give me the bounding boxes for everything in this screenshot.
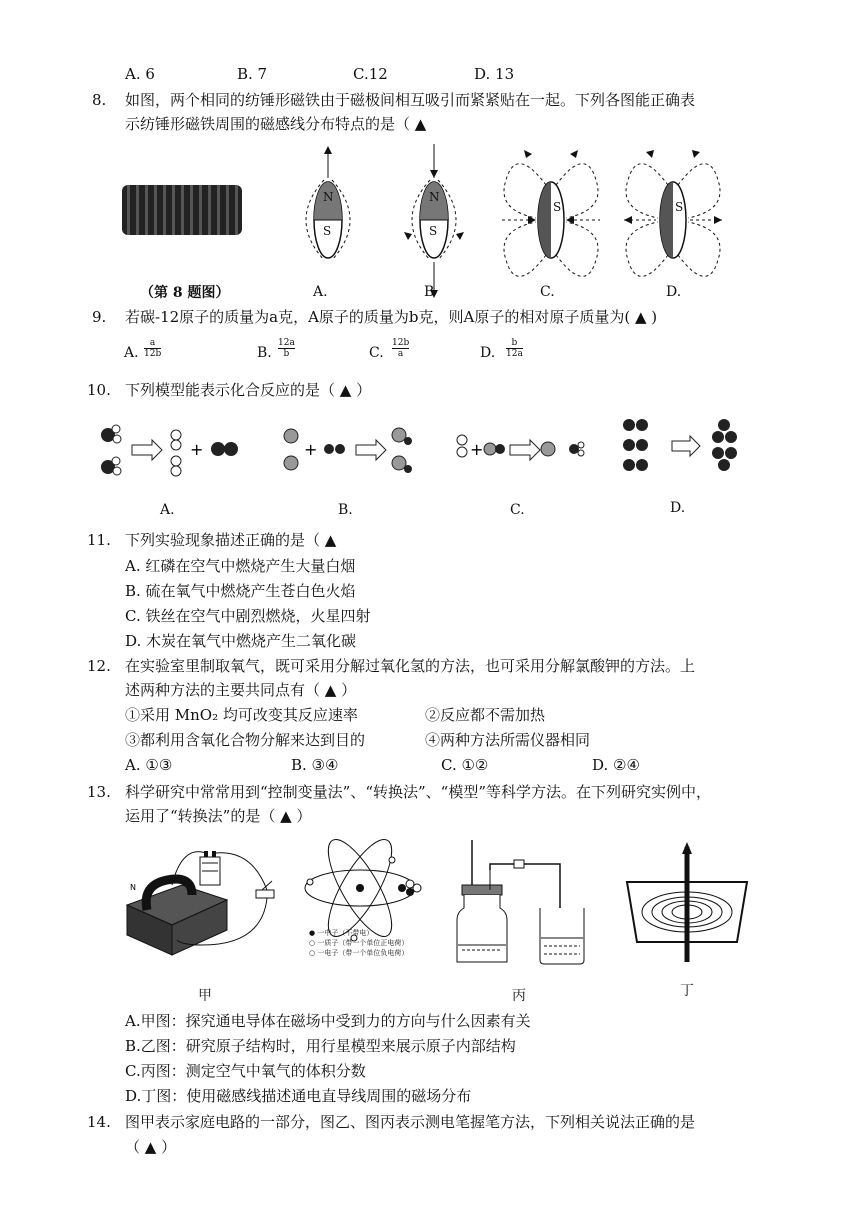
q10-model-a (101, 425, 238, 476)
q8-diagram-b (394, 140, 474, 300)
q12-option-c: C. ①② (441, 756, 489, 774)
q12-statement-4: ④两种方法所需仪器相同 (425, 731, 591, 749)
q12-statement-1: ①采用 MnO₂ 均可改变其反应速率 (125, 706, 358, 724)
q12-number: 12. (87, 657, 111, 675)
q9-option-a-letter: A. (124, 345, 139, 361)
q9-option-c-letter: C. (369, 345, 384, 361)
q12-option-d: D. ②④ (592, 756, 640, 774)
q9-d-numerator: b (511, 338, 518, 348)
q9-option-b-fraction (278, 338, 295, 359)
q13-figure-bing (452, 840, 602, 970)
q8-number: 8. (92, 91, 107, 109)
q13-label-bing: 丙 (512, 988, 526, 1004)
q7-option-a: A. 6 (125, 65, 155, 83)
q8-figure-caption: （第 8 题图） (140, 285, 230, 301)
q9-option-a-fraction (144, 338, 161, 359)
svg-text:+: + (304, 440, 318, 459)
q9-d-denominator: 12a (506, 349, 523, 359)
q9-b-numerator: 12a (278, 338, 295, 348)
q13-stem-line2: 运用了“转换法”的是（ ▲ ） (125, 807, 312, 825)
q14-stem-line1: 图甲表示家庭电路的一部分，图乙、图丙表示测电笔握笔方法，下列相关说法正确的是 (125, 1113, 696, 1131)
q10-label-b: B. (338, 502, 353, 518)
q11-option-a: A. 红磷在空气中燃烧产生大量白烟 (125, 557, 356, 575)
q14-number: 14. (87, 1113, 111, 1131)
q9-option-d-letter: D. (480, 345, 496, 361)
q10-label-d: D. (670, 500, 686, 516)
q13-option-a: A.甲图：探究通电导体在磁场中受到力的方向与什么因素有关 (125, 1012, 531, 1030)
q13-number: 13. (87, 783, 111, 801)
q8-label-d: D. (666, 284, 682, 300)
q11-stem: 下列实验现象描述正确的是（ ▲ (125, 531, 337, 549)
q9-a-denominator: 12b (144, 349, 162, 359)
q8-label-c: C. (540, 284, 555, 300)
q13-option-d: D.丁图：使用磁感线描述通电直导线周围的磁场分布 (125, 1087, 472, 1105)
q9-stem: 若碳-12原子的质量为a克，A原子的质量为b克，则A原子的相对原子质量为( ▲ ) (125, 308, 658, 326)
q8-a-pole-s: S (323, 224, 332, 238)
svg-text:+: + (190, 440, 204, 459)
q12-stem-line1: 在实验室里制取氧气，既可采用分解过氧化氢的方法，也可采用分解氯酸钾的方法。上 (125, 657, 696, 675)
q12-option-a: A. ①③ (125, 756, 173, 774)
q7-option-c: C.12 (353, 65, 388, 83)
q9-c-denominator: a (392, 348, 409, 359)
svg-text:+: + (470, 440, 484, 459)
q12-option-b: B. ③④ (291, 756, 339, 774)
q13-option-c: C.丙图：测定空气中氧气的体积分数 (125, 1062, 366, 1080)
q10-number: 10. (87, 381, 111, 399)
q14-stem-line2: （ ▲ ） (125, 1138, 177, 1156)
q9-b-denominator: b (278, 348, 295, 359)
q8-d-pole-s: S (675, 200, 684, 214)
q13-legend-proton: ○ 一质子（带一个单位正电荷） (309, 939, 409, 947)
q11-option-d: D. 木炭在氧气中燃烧产生二氧化碳 (125, 632, 357, 650)
q8-b-pole-s: S (429, 224, 438, 238)
q8-stem-line1: 如图，两个相同的纺锤形磁铁由于磁极间相互吸引而紧紧贴在一起。下列各图能正确表 (125, 91, 696, 109)
q8-diagram-a (288, 140, 368, 300)
q12-stem-line2: 述两种方法的主要共同点有（ ▲ ） (125, 681, 357, 699)
q8-a-pole-n: N (323, 190, 334, 204)
q7-option-d: D. 13 (474, 65, 515, 83)
q13-legend-electron: ○ 一电子（带一个单位负电荷） (309, 949, 409, 957)
svg-text:N: N (130, 883, 136, 892)
q13-figure-jia (122, 845, 292, 975)
q11-option-c: C. 铁丝在空气中剧烈燃烧，火星四射 (125, 607, 371, 625)
q7-option-b: B. 7 (237, 65, 268, 83)
q8-diagram-d (618, 140, 728, 300)
q9-a-numerator: a (149, 338, 156, 348)
q9-option-b-letter: B. (257, 345, 272, 361)
q12-statement-2: ②反应都不需加热 (425, 706, 546, 724)
q8-label-b: B (424, 284, 435, 300)
q8-b-pole-n: N (429, 190, 440, 204)
q8-label-a: A. (313, 284, 328, 300)
q13-legend-neutron: ● 一中子（不带电） (309, 929, 374, 937)
q10-stem: 下列模型能表示化合反应的是（ ▲ ） (125, 381, 372, 399)
q10-label-a: A. (160, 502, 175, 518)
q10-label-c: C. (510, 502, 525, 518)
q13-stem-line1: 科学研究中常常用到“控制变量法”、“转换法”、“模型”等科学方法。在下列研究实例中， (125, 783, 712, 801)
q13-label-jia: 甲 (198, 988, 212, 1004)
q8-stem-line2: 示纺锤形磁铁周围的磁感线分布特点的是（ ▲ (125, 115, 427, 133)
q12-statement-3: ③都利用含氧化合物分解来达到目的 (125, 731, 366, 749)
q11-option-b: B. 硫在氧气中燃烧产生苍白色火焰 (125, 582, 356, 600)
q13-label-ding: 丁 (680, 983, 694, 999)
q10-model-d (623, 419, 737, 471)
q8-c-pole-s: S (553, 200, 562, 214)
q8-diagram-c (496, 140, 606, 300)
q13-figure-ding (622, 842, 752, 972)
q9-c-numerator: 12b (392, 338, 410, 348)
q9-number: 9. (92, 308, 107, 326)
q10-model-c (457, 435, 584, 460)
q13-option-b: B.乙图：研究原子结构时，用行星模型来展示原子内部结构 (125, 1037, 516, 1055)
q9-option-d-fraction (506, 338, 523, 359)
q10-molecule-models (0, 415, 861, 495)
q9-option-c-fraction (392, 338, 409, 359)
q11-number: 11. (87, 531, 111, 549)
q10-model-b (284, 428, 412, 473)
